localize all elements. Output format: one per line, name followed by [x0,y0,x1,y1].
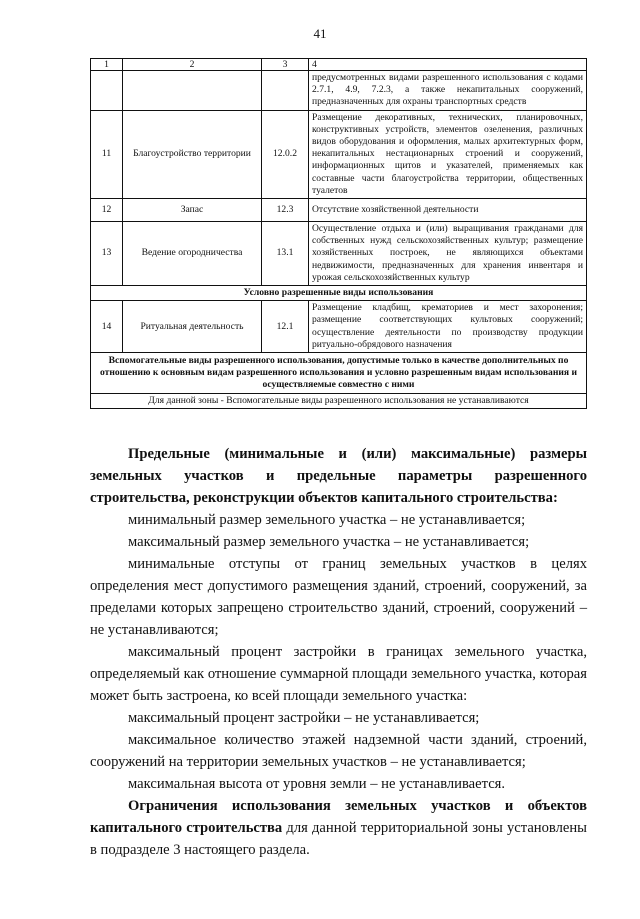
header-col-2: 2 [123,59,262,71]
cell-name: Ведение огородничества [123,222,262,286]
land-use-table [90,58,587,409]
cell-num: 12 [91,199,123,222]
section-conditional-row [91,286,587,301]
paragraph-max-size: максимальный размер земельного участка – не устанавливается; [128,534,530,550]
paragraph-floors: максимальное количество этажей надземной части зданий, строений, сооружений на территории земельных участков – не устанавливается; [90,732,587,770]
cell-name: Ритуальная деятельность [123,301,262,353]
cell-desc: Отсутствие хозяйственной деятельности [309,199,587,222]
cell-code: 13.1 [262,222,309,286]
restrictions-bold: Ограничения использования земельных участков и объектов капитального строительства [90,798,587,836]
table-header-row [91,59,587,71]
restrictions-rest: для данной территориальной зоны установлены в подразделе 3 настоящего раздела. [90,820,587,858]
cell-code [262,71,309,111]
paragraph-restrictions [90,795,587,861]
cell-code: 12.0.2 [262,110,309,198]
cell-name: Запас [123,199,262,222]
table-row-continuation [91,71,587,111]
table-row [91,301,587,353]
table-row [91,222,587,286]
page-number: 41 [313,26,327,41]
paragraph-setbacks: минимальные отступы от границ земельных участков в целях определения мест допустимого размещения зданий, строений, сооружений, за пределами которых запрещено строительство зданий, строений, сооружений – не устанавливаются; [90,556,587,638]
cell-num [91,71,123,111]
paragraph-min-size: минимальный размер земельного участка – не устанавливается; [128,512,526,528]
header-col-3: 3 [262,59,309,71]
cell-name: Благоустройство территории [123,110,262,198]
header-col-1: 1 [91,59,123,71]
paragraph-height: максимальная высота от уровня земли – не устанавливается. [128,776,506,792]
paragraph-build-percent: максимальный процент застройки – не устанавливается; [128,710,480,726]
section-conditional-title: Условно разрешенные виды использования [91,286,587,301]
cell-desc: Размещение кладбищ, крематориев и мест захоронения; размещение соответствующих культовых сооружений; осуществление деятельности по производству продукции ритуально-обрядового назначения [309,301,587,353]
body-text [90,443,587,861]
parameters-heading: Предельные (минимальные и (или) максимальные) размеры земельных участков и предельные параметры разрешенного строительства, реконструкции объектов капитального строительства: [90,446,587,506]
cell-code: 12.1 [262,301,309,353]
cell-num: 14 [91,301,123,353]
aux-note: Для данной зоны - Вспомогательные виды разрешенного использования не устанавливаются [91,394,587,409]
cell-desc: предусмотренных видами разрешенного использования с кодами 2.7.1, 4.9, 7.2.3, а также некапитальных сооружений, предназначенных для охраны транспортных средств [309,71,587,111]
cell-num: 11 [91,110,123,198]
table-row [91,110,587,198]
header-col-4: 4 [309,59,587,71]
cell-num: 13 [91,222,123,286]
cell-code: 12.3 [262,199,309,222]
paragraph-build-percent-definition: максимальный процент застройки в границах земельного участка, определяемый как отношение суммарной площади земельного участка, которая может быть застроена, ко всей площади земельного участка: [90,644,587,704]
table-row [91,199,587,222]
aux-heading: Вспомогательные виды разрешенного использования, допустимые только в качестве дополнительных по отношению к основным видам разрешенного использования и условно разрешенным видам использования и осуществляемые совместно с ними [91,353,587,394]
cell-name [123,71,262,111]
cell-desc: Размещение декоративных, технических, планировочных, конструктивных устройств, элементов озеленения, различных видов оборудования и оформления, малых архитектурных форм, некапитальных нестационарных строений и сооружений, информационных щитов и указателей, применяемых как составные части благоустройства территории, общественных туалетов [309,110,587,198]
aux-heading-row [91,353,587,394]
aux-note-row [91,394,587,409]
cell-desc: Осуществление отдыха и (или) выращивания гражданами для собственных нужд сельскохозяйственных культур; размещение хозяйственных построек, не являющихся объектами недвижимости, предназначенных для хранения инвентаря и урожая сельскохозяйственных культур [309,222,587,286]
